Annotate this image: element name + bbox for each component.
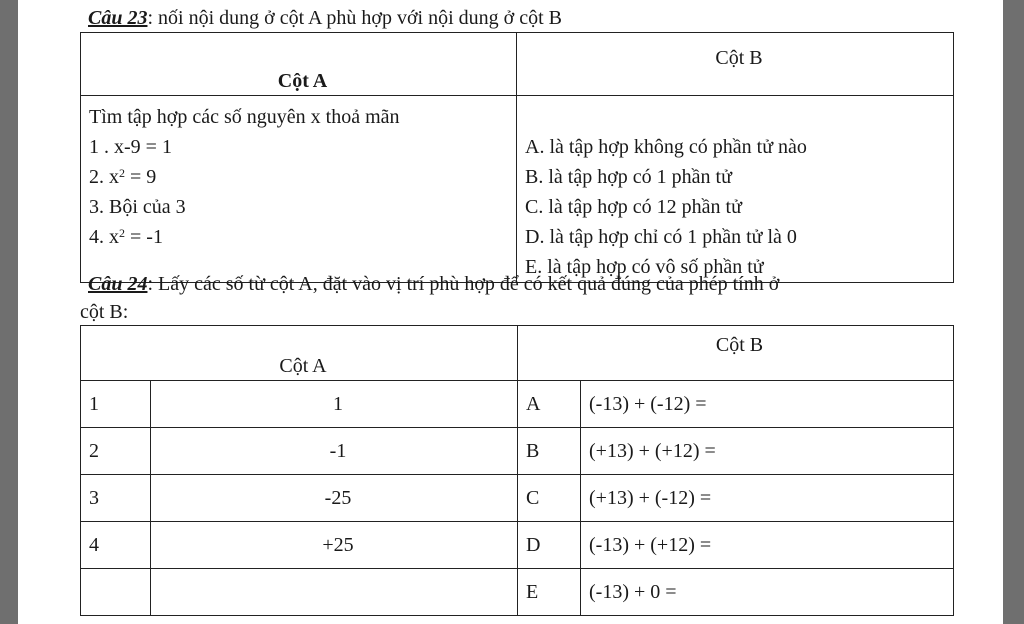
q23-column-b — [517, 96, 954, 283]
q24-row-index: 2 — [81, 428, 151, 475]
q23-a-item-3: 3. Bội của 3 — [89, 196, 186, 218]
q24-row-value: +25 — [151, 522, 518, 569]
q23-b-item-d: D. là tập hợp chỉ có 1 phần tử là 0 — [525, 226, 797, 248]
q24-header-b: Cột B — [518, 326, 954, 381]
q24-row-value: -25 — [151, 475, 518, 522]
question-24-table — [80, 325, 954, 616]
question-24-number: Câu 24 — [88, 273, 148, 295]
question-23-text: : nối nội dung ở cột A phù hợp với nội dung ở cột B — [147, 7, 562, 29]
question-23-number: Câu 23 — [88, 7, 148, 29]
q24-row-letter: D — [518, 522, 581, 569]
q24-row-value: 1 — [151, 381, 518, 428]
q23-a-item-1: 1 . x-9 = 1 — [89, 136, 172, 158]
q23-column-a — [81, 96, 517, 283]
table-row — [81, 569, 954, 616]
q24-row-expression: (-13) + (+12) = — [581, 522, 954, 569]
q23-header-b: Cột B — [517, 33, 954, 96]
q24-row-expression: (-13) + 0 = — [581, 569, 954, 616]
q24-header-a: Cột A — [81, 326, 518, 381]
q24-row-index: 1 — [81, 381, 151, 428]
q24-row-letter: C — [518, 475, 581, 522]
q24-row-letter: A — [518, 381, 581, 428]
q24-row-letter: E — [518, 569, 581, 616]
q23-header-a: Cột A — [81, 33, 517, 96]
q24-row-value: -1 — [151, 428, 518, 475]
q23-b-item-b: B. là tập hợp có 1 phần tử — [525, 166, 732, 188]
q24-row-expression: (+13) + (-12) = — [581, 475, 954, 522]
question-23-table — [80, 32, 954, 283]
q23-a-item-2: 2. $x^2 = 9$ — [89, 166, 157, 188]
q23-b-item-a: A. là tập hợp không có phần tử nào — [525, 136, 807, 158]
table-row — [81, 475, 954, 522]
document-page — [18, 0, 1003, 624]
table-row — [81, 522, 954, 569]
table-row — [81, 428, 954, 475]
q23-b-item-c: C. là tập hợp có 12 phần tử — [525, 196, 742, 218]
q23-intro: Tìm tập hợp các số nguyên x thoả mãn — [89, 106, 400, 128]
question-24-text: : Lấy các số từ cột A, đặt vào vị trí phù hợp để có kết quả đúng của phép tính ở — [147, 273, 780, 295]
q23-b-item-e: E. là tập hợp có vô số phần tử — [525, 256, 764, 278]
q24-row-expression: (-13) + (-12) = — [581, 381, 954, 428]
q24-row-letter: B — [518, 428, 581, 475]
question-23-heading — [88, 6, 562, 30]
question-24-text-line-2: cột B: — [80, 301, 129, 323]
question-24-heading — [88, 272, 779, 296]
q24-row-index — [81, 569, 151, 616]
table-row — [81, 381, 954, 428]
q24-row-index: 4 — [81, 522, 151, 569]
q23-a-item-4: 4. $x^2 = -1$ — [89, 226, 163, 248]
q24-row-expression: (+13) + (+12) = — [581, 428, 954, 475]
q24-row-index: 3 — [81, 475, 151, 522]
q24-row-value — [151, 569, 518, 616]
